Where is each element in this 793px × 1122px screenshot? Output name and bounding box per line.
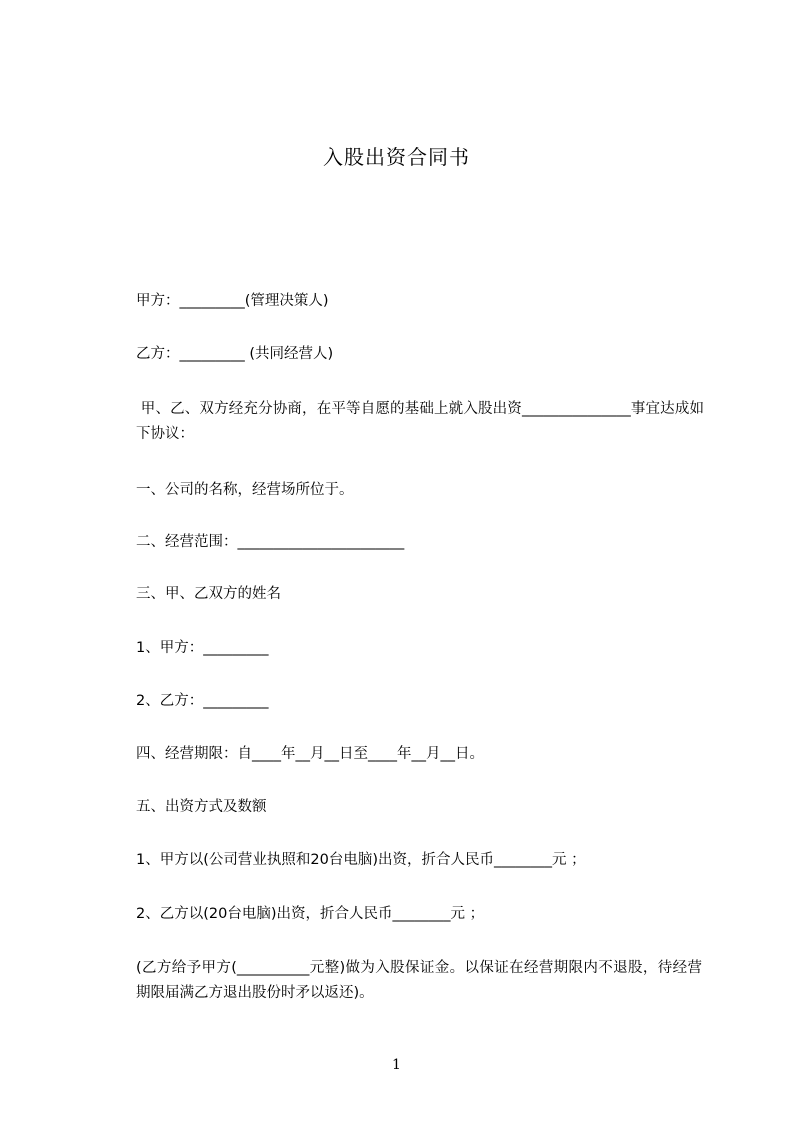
party-a-line: 甲方：_________(管理决策人) bbox=[136, 293, 329, 309]
party-b-line: 乙方：_________ (共同经营人) bbox=[136, 346, 334, 362]
clause-5-item-party-a: 1、甲方以(公司营业执照和20台电脑)出资，折合人民币________元 ； bbox=[136, 852, 586, 868]
clause-5-item-party-b: 2、乙方以(20台电脑)出资，折合人民币________元 ； bbox=[136, 906, 485, 922]
clause-1-company-name: 一、公司的名称，经营场所位于。 bbox=[136, 482, 354, 498]
clause-5-contribution: 五、出资方式及数额 bbox=[136, 799, 267, 815]
clause-3-item-party-b: 2、乙方：_________ bbox=[136, 693, 269, 709]
page-number: 1 bbox=[392, 1057, 401, 1073]
deposit-note-paragraph: (乙方给予甲方(__________元整)做为入股保证金。以保证在经营期限内不退股，待经营期限届满乙方退出股份时矛以返还)。 bbox=[136, 960, 702, 1001]
clause-4-term: 四、经营期限：自____年__月__日至____年__月__日。 bbox=[136, 746, 484, 762]
clause-3-item-party-a: 1、甲方：_________ bbox=[136, 640, 269, 656]
clause-2-business-scope: 二、经营范围：_______________________ bbox=[136, 534, 405, 550]
intro-paragraph: 甲、乙、双方经充分协商，在平等自愿的基础上就入股出资_______________事宜达成如下协议： bbox=[136, 401, 705, 442]
clause-3-party-names: 三、甲、乙双方的姓名 bbox=[136, 586, 281, 602]
document-title: 入股出资合同书 bbox=[323, 145, 470, 169]
